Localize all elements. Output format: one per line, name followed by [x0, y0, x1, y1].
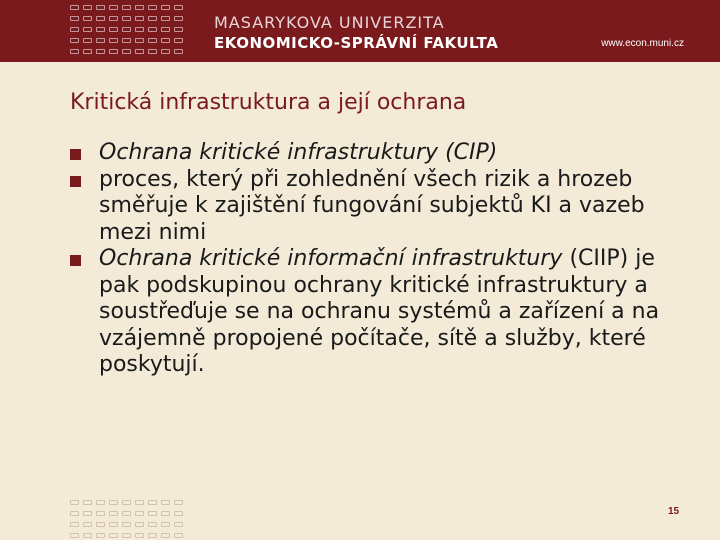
bullet-text: proces, který při zohlednění všech rizik a hrozeb směřuje k zajištění fungování subjektů KI a vazeb mezi nimi: [99, 166, 645, 245]
slide-content: [70, 140, 680, 379]
header-bar: [0, 0, 720, 62]
bullet-italic-text: Ochrana kritické informační infrastruktury: [99, 246, 563, 271]
website-link[interactable]: www.econ.muni.cz: [601, 38, 684, 49]
bullet-item: [70, 246, 680, 379]
bullet-italic-text: Ochrana kritické infrastruktury (CIP): [99, 140, 498, 165]
university-name: MASARYKOVA UNIVERZITA: [214, 13, 445, 32]
bullet-square-icon: [70, 176, 81, 187]
bullet-square-icon: [70, 255, 81, 266]
page-number: 15: [668, 506, 680, 517]
faculty-name: EKONOMICKO-SPRÁVNÍ FAKULTA: [214, 34, 499, 52]
footer-logo-grid: [70, 500, 188, 540]
bullet-square-icon: [70, 149, 81, 160]
slide-title: Kritická infrastruktura a její ochrana: [70, 90, 467, 115]
bullet-item: [70, 140, 680, 167]
bullet-text: (CIIP) je pak podskupinou ochrany kritické infrastruktury a soustřeďuje se na ochranu systémů a zařízení a na vzájemně propojené počítače, sítě a služby, které poskytují.: [99, 246, 660, 377]
bullet-item: [70, 167, 680, 247]
university-logo-grid: [70, 5, 188, 59]
